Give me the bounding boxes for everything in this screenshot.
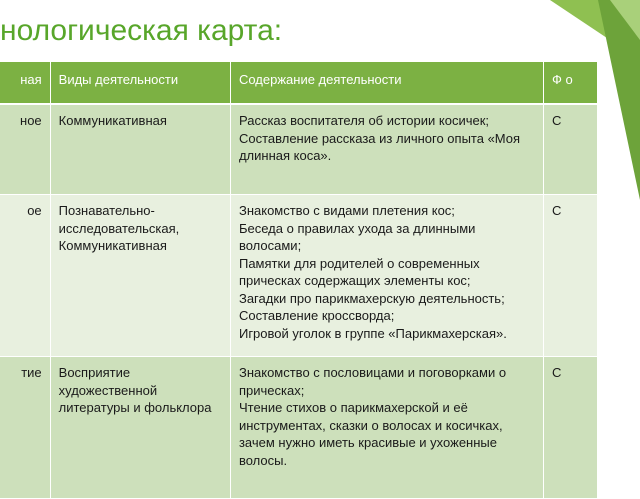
cell-text-line: Рассказ воспитателя об истории косичек; xyxy=(238,113,490,128)
cell-text-line: Знакомство с видами плетения кос; xyxy=(238,203,455,218)
cell-text-line: Загадки про парикмахерскую деятельность; xyxy=(238,290,505,306)
activity-kind-cell xyxy=(50,357,230,499)
activity-kind-cell xyxy=(50,195,230,357)
cell-text-line: Памятки для родителей о современных прическах содержащих элементы кос; xyxy=(238,255,480,288)
activity-content-cell xyxy=(230,104,543,195)
form-cell: С xyxy=(543,195,597,357)
cell-text-line: Знакомство с пословицами и поговорками о прическах; xyxy=(238,365,507,398)
cell-text-line: Составление кроссворда; xyxy=(238,308,395,323)
cell-text-line: Коммуникативная xyxy=(58,113,167,128)
header-cell: Ф о xyxy=(543,62,597,104)
form-cell: С xyxy=(543,357,597,499)
tech-map-table xyxy=(0,62,598,499)
table-row xyxy=(0,357,598,499)
table-header-row xyxy=(0,62,598,104)
table-row xyxy=(0,104,598,195)
cell-text-line: Чтение стихов о парикмахерской и её инструментах, сказки о волосах и косичках, зачем нужно иметь красивые и ухоженные волосы. xyxy=(238,400,503,468)
activity-kind-cell xyxy=(50,104,230,195)
cell-text-line: Познавательно-исследовательская, xyxy=(58,203,180,236)
header-cell: Содержание деятельности xyxy=(230,62,543,104)
activity-content-cell xyxy=(230,357,543,499)
header-cell: ная xyxy=(0,62,50,104)
row-type-cell: ое xyxy=(0,195,50,357)
table-row xyxy=(0,195,598,357)
cell-text-line: Составление рассказа из личного опыта «Моя длинная коса». xyxy=(238,130,521,163)
cell-text-line: Беседа о правилах ухода за длинными волосами; xyxy=(238,220,476,253)
cell-text-line: Коммуникативная xyxy=(58,238,167,253)
activity-content-cell xyxy=(230,195,543,357)
page-title: нологическая карта: xyxy=(0,14,283,47)
header-cell: Виды деятельности xyxy=(50,62,230,104)
form-cell: С xyxy=(543,104,597,195)
row-type-cell: ное xyxy=(0,104,50,195)
cell-text-line: Игровой уголок в группе «Парикмахерская». xyxy=(238,325,507,341)
row-type-cell: тие xyxy=(0,357,50,499)
cell-text-line: Восприятие художественной литературы и фольклора xyxy=(58,365,212,415)
